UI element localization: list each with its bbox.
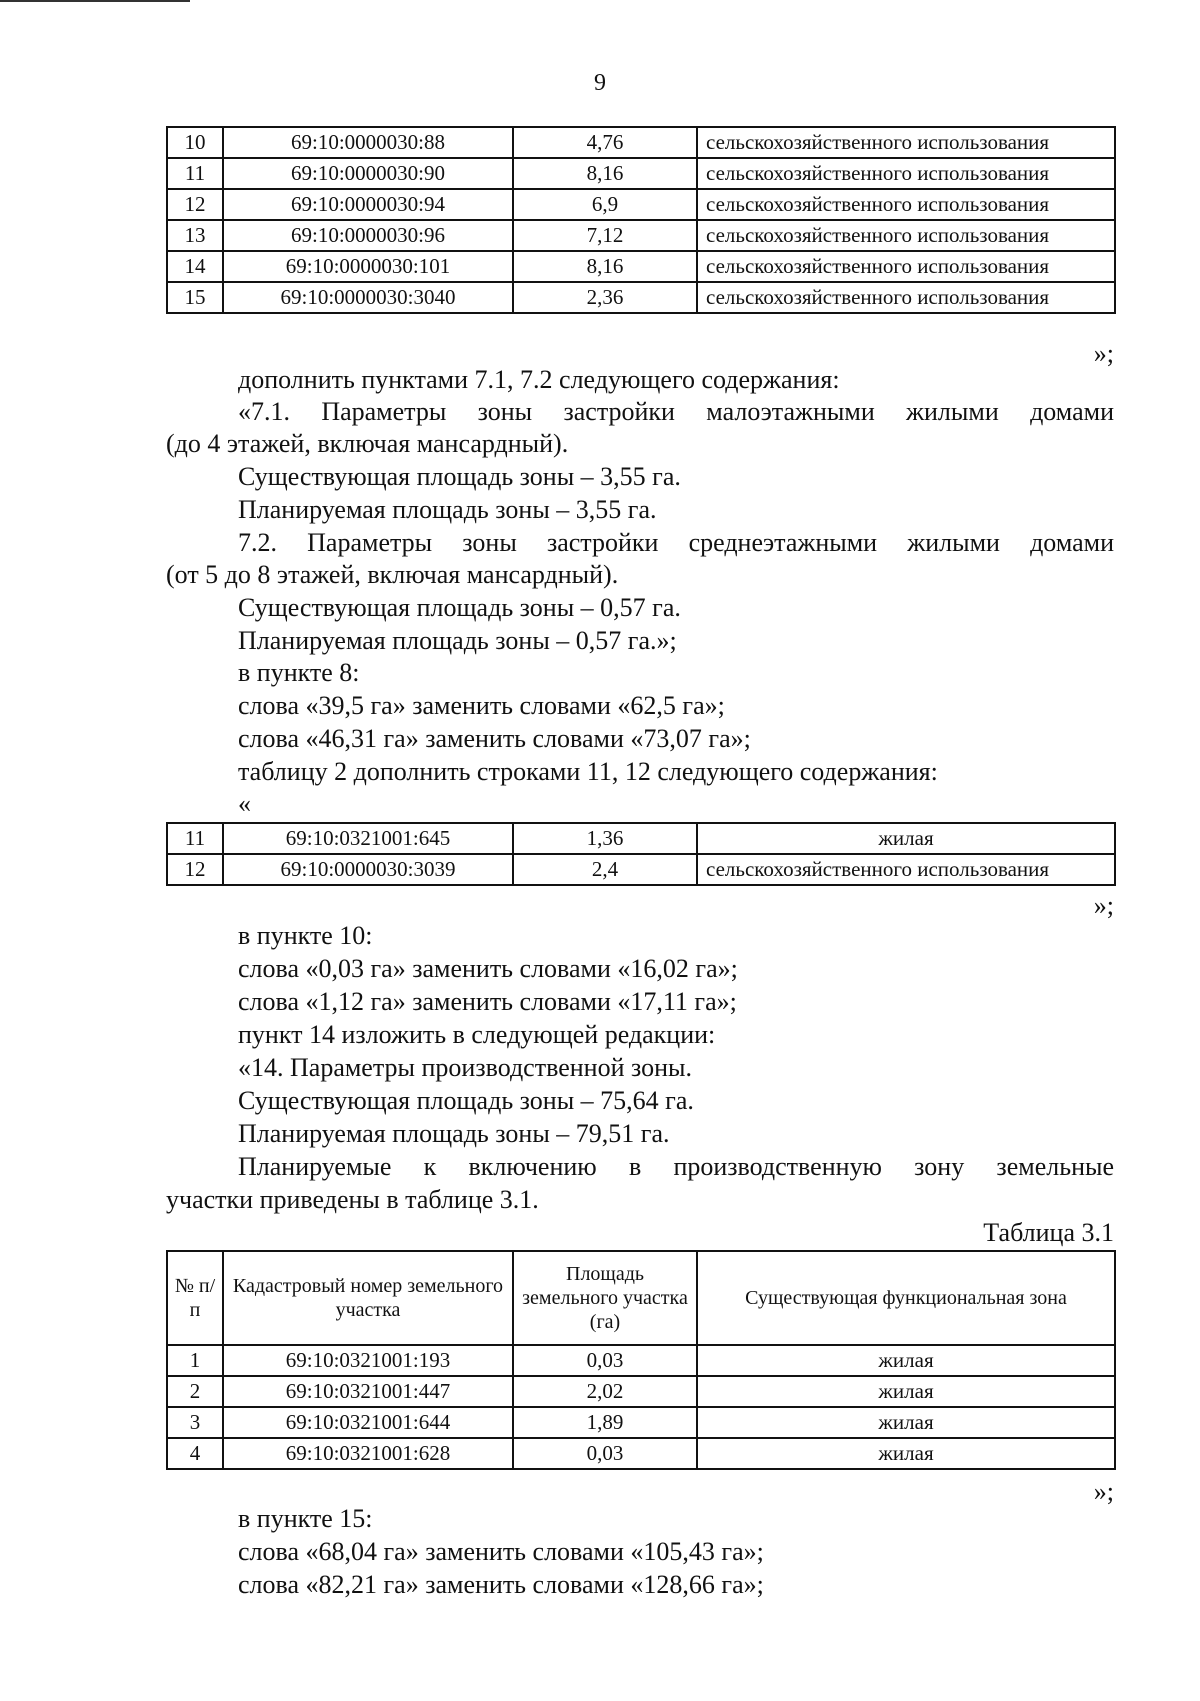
cadastral-number: 69:10:0321001:193 xyxy=(223,1345,513,1376)
paragraph-line: Планируемая площадь зоны – 0,57 га.»; xyxy=(238,626,677,655)
row-number: 12 xyxy=(167,854,223,885)
functional-zone: жилая xyxy=(697,1438,1115,1469)
plot-area: 0,03 xyxy=(513,1438,697,1469)
paragraph-line: Существующая площадь зоны – 75,64 га. xyxy=(238,1086,694,1115)
table-row xyxy=(167,251,1115,282)
closing-quote: »; xyxy=(1093,1477,1114,1506)
plot-area: 7,12 xyxy=(513,220,697,251)
row-number: 11 xyxy=(167,158,223,189)
row-number: 2 xyxy=(167,1376,223,1407)
page-number: 9 xyxy=(594,70,606,96)
paragraph-line: таблицу 2 дополнить строками 11, 12 следующего содержания: xyxy=(238,757,938,786)
paragraph-line: в пункте 15: xyxy=(238,1504,373,1533)
paragraph-line: Существующая площадь зоны – 3,55 га. xyxy=(238,462,681,491)
functional-zone: сельскохозяйственного использования xyxy=(697,189,1115,220)
table-row xyxy=(167,282,1115,313)
cadastral-number: 69:10:0000030:3040 xyxy=(223,282,513,313)
table-row xyxy=(167,1345,1115,1376)
closing-quote: »; xyxy=(1093,339,1114,368)
paragraph-line: слова «46,31 га» заменить словами «73,07 га»; xyxy=(238,724,751,753)
paragraph-line: слова «39,5 га» заменить словами «62,5 га»; xyxy=(238,691,725,720)
cadastral-number: 69:10:0000030:94 xyxy=(223,189,513,220)
paragraph-line: пункт 14 изложить в следующей редакции: xyxy=(238,1020,716,1049)
functional-zone: жилая xyxy=(697,1376,1115,1407)
paragraph-line: слова «0,03 га» заменить словами «16,02 га»; xyxy=(238,954,738,983)
header-cadastral-number: Кадастровый номер земельного участка xyxy=(223,1251,513,1345)
opening-quote: « xyxy=(238,789,251,818)
paragraph-line: Планируемая площадь зоны – 3,55 га. xyxy=(238,495,657,524)
paragraph-line: в пункте 10: xyxy=(238,921,373,950)
plot-area: 0,03 xyxy=(513,1345,697,1376)
row-number: 10 xyxy=(167,127,223,158)
paragraph-line: в пункте 8: xyxy=(238,658,360,687)
closing-quote: »; xyxy=(1093,891,1114,920)
table-row xyxy=(167,220,1115,251)
paragraph-line: (до 4 этажей, включая мансардный). xyxy=(166,429,569,458)
table-row xyxy=(167,158,1115,189)
table-1 xyxy=(166,126,1116,314)
cadastral-number: 69:10:0000030:88 xyxy=(223,127,513,158)
cadastral-number: 69:10:0321001:447 xyxy=(223,1376,513,1407)
functional-zone: сельскохозяйственного использования xyxy=(697,854,1115,885)
paragraph-line: «7.1. Параметры зоны застройки малоэтажными жилыми домами xyxy=(238,397,1114,426)
plot-area: 1,89 xyxy=(513,1407,697,1438)
row-number: 12 xyxy=(167,189,223,220)
table-header-row xyxy=(167,1251,1115,1345)
table-2 xyxy=(166,822,1116,886)
plot-area: 4,76 xyxy=(513,127,697,158)
row-number: 13 xyxy=(167,220,223,251)
row-number: 11 xyxy=(167,823,223,854)
paragraph-line: 7.2. Параметры зоны застройки среднеэтажными жилыми домами xyxy=(238,528,1114,557)
paragraph-line: Планируемая площадь зоны – 79,51 га. xyxy=(238,1119,670,1148)
table-3-1 xyxy=(166,1250,1116,1470)
cadastral-number: 69:10:0321001:645 xyxy=(223,823,513,854)
functional-zone: сельскохозяйственного использования xyxy=(697,158,1115,189)
cadastral-number: 69:10:0000030:96 xyxy=(223,220,513,251)
table-row xyxy=(167,1407,1115,1438)
plot-area: 2,36 xyxy=(513,282,697,313)
paragraph-line: слова «1,12 га» заменить словами «17,11 га»; xyxy=(238,987,737,1016)
functional-zone: сельскохозяйственного использования xyxy=(697,282,1115,313)
paragraph-line: Существующая площадь зоны – 0,57 га. xyxy=(238,593,681,622)
functional-zone: жилая xyxy=(697,1345,1115,1376)
table-caption: Таблица 3.1 xyxy=(983,1218,1114,1247)
row-number: 14 xyxy=(167,251,223,282)
paragraph-line: дополнить пунктами 7.1, 7.2 следующего содержания: xyxy=(238,365,840,394)
functional-zone: сельскохозяйственного использования xyxy=(697,127,1115,158)
functional-zone: сельскохозяйственного использования xyxy=(697,251,1115,282)
paragraph-line: «14. Параметры производственной зоны. xyxy=(238,1053,692,1082)
cadastral-number: 69:10:0321001:628 xyxy=(223,1438,513,1469)
cadastral-number: 69:10:0000030:90 xyxy=(223,158,513,189)
plot-area: 2,4 xyxy=(513,854,697,885)
table-row xyxy=(167,854,1115,885)
functional-zone: сельскохозяйственного использования xyxy=(697,220,1115,251)
table-row xyxy=(167,1438,1115,1469)
cadastral-number: 69:10:0000030:101 xyxy=(223,251,513,282)
paragraph-line: Планируемые к включению в производственную зону земельные xyxy=(238,1152,1114,1181)
header-number: № п/п xyxy=(167,1251,223,1345)
row-number: 3 xyxy=(167,1407,223,1438)
functional-zone: жилая xyxy=(697,823,1115,854)
table-row xyxy=(167,189,1115,220)
paragraph-line: участки приведены в таблице 3.1. xyxy=(166,1185,539,1214)
paragraph-line: (от 5 до 8 этажей, включая мансардный). xyxy=(166,560,619,589)
plot-area: 8,16 xyxy=(513,158,697,189)
table-row xyxy=(167,823,1115,854)
cadastral-number: 69:10:0321001:644 xyxy=(223,1407,513,1438)
top-left-rule xyxy=(0,0,190,2)
plot-area: 8,16 xyxy=(513,251,697,282)
functional-zone: жилая xyxy=(697,1407,1115,1438)
plot-area: 6,9 xyxy=(513,189,697,220)
paragraph-line: слова «68,04 га» заменить словами «105,43 га»; xyxy=(238,1537,764,1566)
table-row xyxy=(167,127,1115,158)
header-plot-area: Площадь земельного участка (га) xyxy=(513,1251,697,1345)
table-row xyxy=(167,1376,1115,1407)
plot-area: 1,36 xyxy=(513,823,697,854)
cadastral-number: 69:10:0000030:3039 xyxy=(223,854,513,885)
plot-area: 2,02 xyxy=(513,1376,697,1407)
header-functional-zone: Существующая функциональная зона xyxy=(697,1251,1115,1345)
row-number: 4 xyxy=(167,1438,223,1469)
row-number: 15 xyxy=(167,282,223,313)
paragraph-line: слова «82,21 га» заменить словами «128,66 га»; xyxy=(238,1570,764,1599)
row-number: 1 xyxy=(167,1345,223,1376)
